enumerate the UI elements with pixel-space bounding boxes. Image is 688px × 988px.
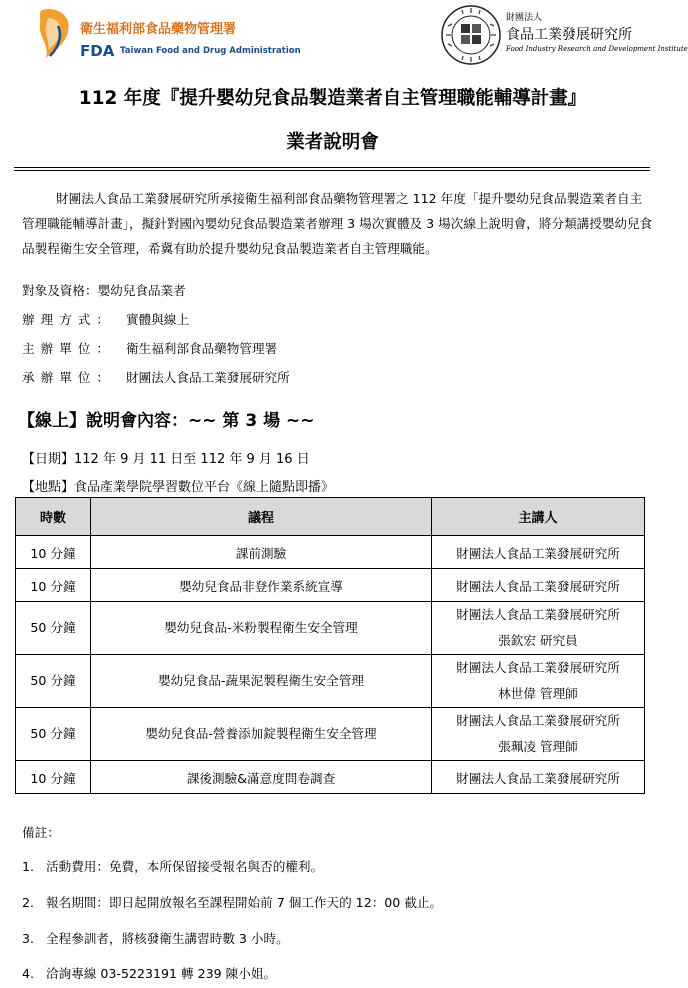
table-row (16, 602, 645, 655)
cell-speaker (432, 602, 645, 655)
fda-abbreviation: FDA (80, 42, 115, 60)
info-value: 財團法人食品工業發展研究所 (126, 370, 290, 385)
info-label: 承辦單位： (22, 370, 115, 385)
cell-time: 10 分鐘 (16, 569, 91, 602)
speaker-org: 財團法人食品工業發展研究所 (456, 607, 620, 622)
info-audience (22, 280, 186, 299)
info-format (22, 309, 189, 328)
document-header (0, 0, 688, 70)
event-location: 【地點】食品產業學院學習數位平台《線上隨點即播》 (22, 480, 335, 495)
info-label: 辦理方式： (22, 312, 115, 327)
note-item (22, 928, 289, 947)
note-text: 全程參訓者，將核發衛生講習時數 3 小時。 (46, 931, 289, 946)
note-text: 報名期間：即日起開放報名至課程開始前 7 個工作天的 12：00 截止。 (46, 895, 443, 910)
table-row (16, 569, 645, 602)
cell-speaker (432, 655, 645, 708)
note-text: 洽詢專線 03-5223191 轉 239 陳小姐。 (46, 966, 277, 981)
speaker-person: 張欽宏 研究員 (498, 633, 578, 648)
note-number: 4. (22, 966, 35, 981)
note-number: 1. (22, 859, 35, 874)
table-header-row (16, 498, 645, 536)
header-topic: 議程 (91, 498, 432, 536)
notes-title: 備註： (22, 825, 60, 840)
cell-topic: 課後測驗&滿意度問卷調查 (91, 761, 432, 794)
firdi-chinese-name: 食品工業發展研究所 (506, 27, 632, 43)
intro-paragraph: 財團法人食品工業發展研究所承接衛生福利部食品藥物管理署之 112 年度「提升嬰幼兒食品製造業者自主管理職能輔導計畫」，擬針對國內嬰幼兒食品製造業者辦理 3 場次實體及 3 場次線上說明會，將分類講授嬰幼兒食品製程衛生安全管理，希冀有助於提升嬰幼兒食品製造業者自主管理職能。 (22, 191, 653, 256)
header-speaker: 主講人 (432, 498, 645, 536)
cell-topic: 課前測驗 (91, 536, 432, 569)
speaker-person: 張珮凌 管理師 (498, 739, 578, 754)
cell-time: 50 分鐘 (16, 602, 91, 655)
agenda-table (15, 497, 645, 794)
table-row (16, 655, 645, 708)
cell-time: 10 分鐘 (16, 536, 91, 569)
title-divider-double (14, 170, 650, 171)
document-subtitle: 業者說明會 (286, 132, 379, 153)
info-organizer (22, 338, 277, 357)
info-executor (22, 367, 290, 386)
title-divider (14, 167, 650, 168)
header-time: 時數 (16, 498, 91, 536)
note-number: 2. (22, 895, 35, 910)
cell-speaker (432, 708, 645, 761)
table-row (16, 708, 645, 761)
cell-topic: 嬰幼兒食品-蔬果泥製程衛生安全管理 (91, 655, 432, 708)
note-text: 活動費用：免費，本所保留接受報名與否的權利。 (46, 859, 324, 874)
cell-time: 50 分鐘 (16, 655, 91, 708)
speaker-org: 財團法人食品工業發展研究所 (456, 713, 620, 728)
firdi-english-name: Food Industry Research and Development Institute (506, 45, 688, 53)
cell-time: 10 分鐘 (16, 761, 91, 794)
fda-english-name: Taiwan Food and Drug Administration (120, 46, 301, 56)
speaker-person: 林世偉 管理師 (498, 686, 578, 701)
document-title: 112 年度『提升嬰幼兒食品製造業者自主管理職能輔導計畫』 (78, 88, 587, 109)
speaker-org: 財團法人食品工業發展研究所 (456, 660, 620, 675)
cell-topic: 嬰幼兒食品-米粉製程衛生安全管理 (91, 602, 432, 655)
cell-topic: 嬰幼兒食品-營養添加錠製程衛生安全管理 (91, 708, 432, 761)
cell-speaker: 財團法人食品工業發展研究所 (432, 761, 645, 794)
firdi-logo (440, 4, 688, 66)
fda-logo (28, 6, 301, 64)
note-item (22, 892, 442, 911)
event-date: 【日期】112 年 9 月 11 日至 112 年 9 月 16 日 (22, 452, 310, 467)
cell-time: 50 分鐘 (16, 708, 91, 761)
fda-chinese-name: 衛生福利部食品藥物管理署 (80, 22, 237, 37)
info-value: 嬰幼兒食品業者 (97, 283, 186, 298)
cell-speaker: 財團法人食品工業發展研究所 (432, 569, 645, 602)
info-label: 主辦單位： (22, 341, 115, 356)
cell-speaker: 財團法人食品工業發展研究所 (432, 536, 645, 569)
firdi-prefix: 財團法人 (506, 13, 543, 23)
note-number: 3. (22, 931, 35, 946)
info-value: 實體與線上 (126, 312, 189, 327)
note-item (22, 963, 276, 982)
note-item (22, 856, 323, 875)
cell-topic: 嬰幼兒食品非登作業系統宣導 (91, 569, 432, 602)
table-row (16, 536, 645, 569)
info-value: 衛生福利部食品藥物管理署 (126, 341, 278, 356)
institute-seal-icon (440, 4, 502, 66)
section-title: 【線上】說明會內容：~~ 第 3 場 ~~ (18, 411, 315, 431)
table-row (16, 761, 645, 794)
info-label: 對象及資格： (22, 283, 98, 298)
